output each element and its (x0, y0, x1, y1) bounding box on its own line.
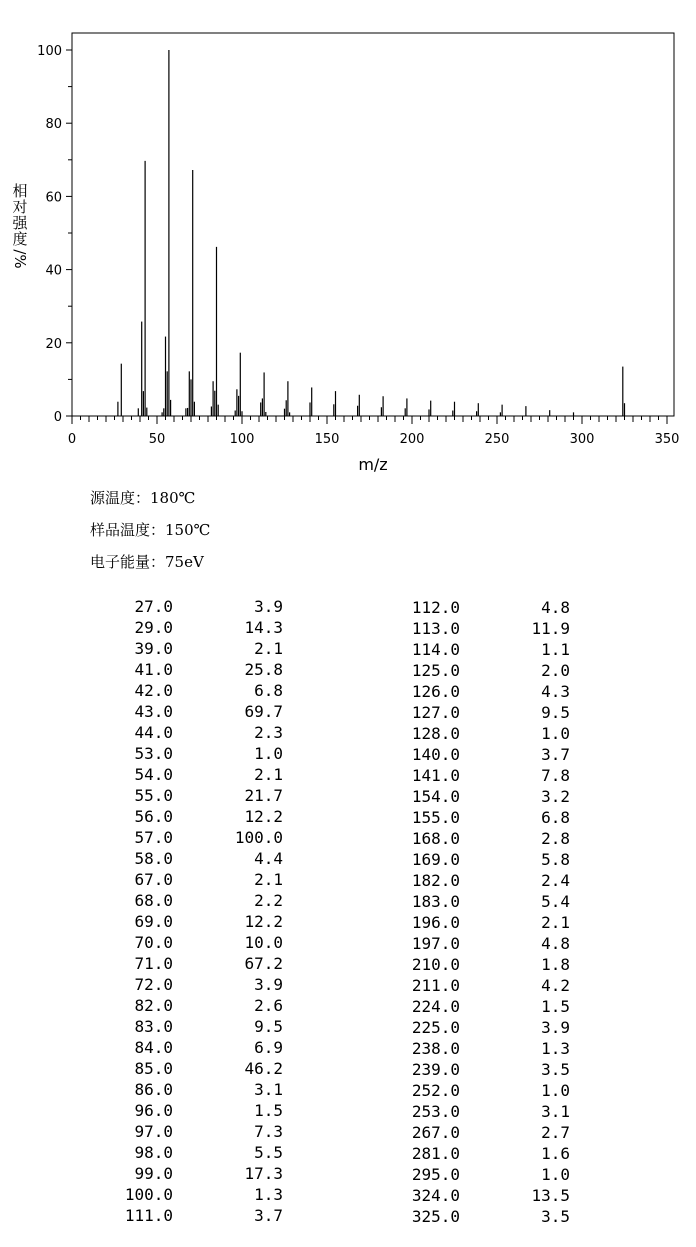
peak-abundance: 1.8 (541, 955, 570, 974)
sample-temperature: 样品温度：150℃ (90, 521, 211, 539)
peak-abundance: 1.0 (541, 1081, 570, 1100)
peak-mz: 154.0 (411, 787, 460, 806)
peak-mz: 29.0 (134, 618, 173, 637)
x-tick-label: 0 (67, 432, 77, 447)
peak-mz: 111.0 (124, 1206, 173, 1225)
peak-mz: 83.0 (134, 1017, 173, 1036)
y-tick-label: 20 (45, 336, 62, 352)
peak-mz: 68.0 (134, 891, 173, 910)
peak-mz: 72.0 (134, 975, 173, 994)
peak-abundance: 4.8 (541, 598, 570, 617)
peak-abundance: 3.7 (254, 1206, 283, 1225)
peak-abundance: 3.9 (541, 1018, 570, 1037)
peak-abundance: 2.4 (541, 871, 570, 890)
peak-mz: 155.0 (411, 808, 460, 827)
axis-ticks (66, 50, 667, 424)
peak-mz: 67.0 (134, 870, 173, 889)
peak-abundance: 1.3 (254, 1185, 283, 1204)
peak-mz: 27.0 (134, 597, 173, 616)
peak-abundance: 69.7 (244, 702, 283, 721)
peak-mz: 42.0 (134, 681, 173, 700)
peak-mz: 295.0 (411, 1165, 460, 1184)
mass-spectrum-chart (0, 0, 696, 480)
peak-mz: 168.0 (411, 829, 460, 848)
peak-abundance: 4.2 (541, 976, 570, 995)
peak-mz: 100.0 (124, 1185, 173, 1204)
peak-mz: 84.0 (134, 1038, 173, 1057)
peak-mz: 324.0 (411, 1186, 460, 1205)
peak-abundance: 5.8 (541, 850, 570, 869)
peak-abundance: 3.9 (254, 597, 283, 616)
peak-abundance: 1.3 (541, 1039, 570, 1058)
peak-mz: 125.0 (411, 661, 460, 680)
peak-mz: 56.0 (134, 807, 173, 826)
x-tick-labels (68, 432, 680, 447)
peak-mz: 71.0 (134, 954, 173, 973)
x-tick-label: 350 (654, 432, 680, 447)
y-axis-label-char: 相 (12, 182, 28, 200)
source-temperature: 源温度：180℃ (90, 489, 196, 507)
x-tick-label: 300 (569, 432, 595, 447)
peak-abundance: 1.0 (254, 744, 283, 763)
peak-mz: 98.0 (134, 1143, 173, 1162)
peak-abundance: 2.7 (541, 1123, 570, 1142)
peak-mz: 183.0 (411, 892, 460, 911)
peak-mz: 113.0 (411, 619, 460, 638)
peak-mz: 43.0 (134, 702, 173, 721)
peak-mz: 70.0 (134, 933, 173, 952)
peak-abundance: 6.8 (541, 808, 570, 827)
x-tick-label: 150 (314, 432, 340, 447)
peak-mz: 141.0 (411, 766, 460, 785)
peak-abundance: 10.0 (244, 933, 283, 952)
peak-mz: 39.0 (134, 639, 173, 658)
peak-mz: 53.0 (134, 744, 173, 763)
x-tick-label: 50 (148, 432, 166, 447)
peak-abundance: 3.1 (541, 1102, 570, 1121)
peak-mz: 97.0 (134, 1122, 173, 1141)
peak-abundance: 2.1 (254, 870, 283, 889)
peak-mz: 140.0 (411, 745, 460, 764)
peak-mz: 58.0 (134, 849, 173, 868)
peak-mz: 253.0 (411, 1102, 460, 1121)
y-tick-label: 40 (45, 263, 62, 279)
peak-mz: 69.0 (134, 912, 173, 931)
peak-mz: 54.0 (134, 765, 173, 784)
peak-mz: 55.0 (134, 786, 173, 805)
peak-abundance: 6.9 (254, 1038, 283, 1057)
y-tick-labels (37, 44, 62, 425)
x-tick-label: 100 (229, 432, 255, 447)
peak-abundance: 1.0 (541, 1165, 570, 1184)
peak-lines (118, 50, 625, 416)
peak-abundance: 9.5 (254, 1017, 283, 1036)
y-tick-label: 80 (45, 117, 62, 133)
peak-abundance: 7.3 (254, 1122, 283, 1141)
y-axis-label (10, 183, 30, 267)
peak-abundance: 67.2 (244, 954, 283, 973)
peak-abundance: 12.2 (244, 912, 283, 931)
peak-mz: 211.0 (411, 976, 460, 995)
y-axis-label-char: 度 (12, 230, 28, 248)
peak-abundance: 2.1 (254, 765, 283, 784)
peak-abundance: 2.0 (541, 661, 570, 680)
y-axis-label-char: 对 (12, 198, 28, 216)
peak-abundance: 1.6 (541, 1144, 570, 1163)
y-tick-label: 60 (45, 190, 62, 206)
peak-abundance: 13.5 (531, 1186, 570, 1205)
peak-mz: 96.0 (134, 1101, 173, 1120)
peak-mz: 128.0 (411, 724, 460, 743)
x-axis-label: m/z (358, 455, 388, 474)
peak-mz: 224.0 (411, 997, 460, 1016)
peak-abundance: 2.2 (254, 891, 283, 910)
peak-abundance: 2.8 (541, 829, 570, 848)
peak-abundance: 2.1 (541, 913, 570, 932)
plot-frame (72, 33, 674, 416)
peak-mz: 210.0 (411, 955, 460, 974)
peak-mz: 44.0 (134, 723, 173, 742)
peak-mz: 127.0 (411, 703, 460, 722)
peak-abundance: 3.9 (254, 975, 283, 994)
peak-abundance: 12.2 (244, 807, 283, 826)
peak-mz: 196.0 (411, 913, 460, 932)
peak-abundance: 4.4 (254, 849, 283, 868)
peak-mz: 325.0 (411, 1207, 460, 1226)
y-axis-label-char: 强 (12, 214, 28, 232)
peak-mz: 41.0 (134, 660, 173, 679)
peak-abundance: 1.0 (541, 724, 570, 743)
peak-abundance: 25.8 (244, 660, 283, 679)
peak-mz: 57.0 (134, 828, 173, 847)
peak-mz: 267.0 (411, 1123, 460, 1142)
x-tick-label: 200 (399, 432, 425, 447)
peak-mz: 169.0 (411, 850, 460, 869)
peak-abundance: 5.4 (541, 892, 570, 911)
peak-abundance: 5.5 (254, 1143, 283, 1162)
y-tick-label: 0 (53, 410, 62, 425)
peak-abundance: 2.3 (254, 723, 283, 742)
peak-mz: 114.0 (411, 640, 460, 659)
peak-abundance: 1.5 (541, 997, 570, 1016)
peak-mz: 82.0 (134, 996, 173, 1015)
peak-mz: 239.0 (411, 1060, 460, 1079)
peak-abundance: 6.8 (254, 681, 283, 700)
peak-abundance: 3.5 (541, 1207, 570, 1226)
peak-abundance: 100.0 (234, 828, 283, 847)
peak-mz: 197.0 (411, 934, 460, 953)
x-tick-label: 250 (484, 432, 510, 447)
peak-abundance: 7.8 (541, 766, 570, 785)
peak-abundance: 3.1 (254, 1080, 283, 1099)
peak-mz: 99.0 (134, 1164, 173, 1183)
peak-abundance: 1.5 (254, 1101, 283, 1120)
peak-mz: 281.0 (411, 1144, 460, 1163)
peak-abundance: 11.9 (531, 619, 570, 638)
peak-abundance: 3.2 (541, 787, 570, 806)
peak-mz: 182.0 (411, 871, 460, 890)
peak-abundance: 1.1 (541, 640, 570, 659)
peak-mz: 126.0 (411, 682, 460, 701)
peak-mz: 238.0 (411, 1039, 460, 1058)
peak-abundance: 4.3 (541, 682, 570, 701)
peak-abundance: 2.1 (254, 639, 283, 658)
peak-mz: 85.0 (134, 1059, 173, 1078)
peak-abundance: 14.3 (244, 618, 283, 637)
peak-mz: 225.0 (411, 1018, 460, 1037)
peak-abundance: 2.6 (254, 996, 283, 1015)
peak-abundance: 3.5 (541, 1060, 570, 1079)
peak-mz: 86.0 (134, 1080, 173, 1099)
y-tick-label: 100 (37, 44, 62, 59)
y-axis-label-char: /% (11, 249, 29, 269)
peak-abundance: 17.3 (244, 1164, 283, 1183)
peak-abundance: 4.8 (541, 934, 570, 953)
peak-abundance: 21.7 (244, 786, 283, 805)
peak-abundance: 3.7 (541, 745, 570, 764)
peak-abundance: 46.2 (244, 1059, 283, 1078)
peak-mz: 252.0 (411, 1081, 460, 1100)
electron-energy: 电子能量：75eV (90, 553, 204, 571)
peak-mz: 112.0 (411, 598, 460, 617)
peak-abundance: 9.5 (541, 703, 570, 722)
